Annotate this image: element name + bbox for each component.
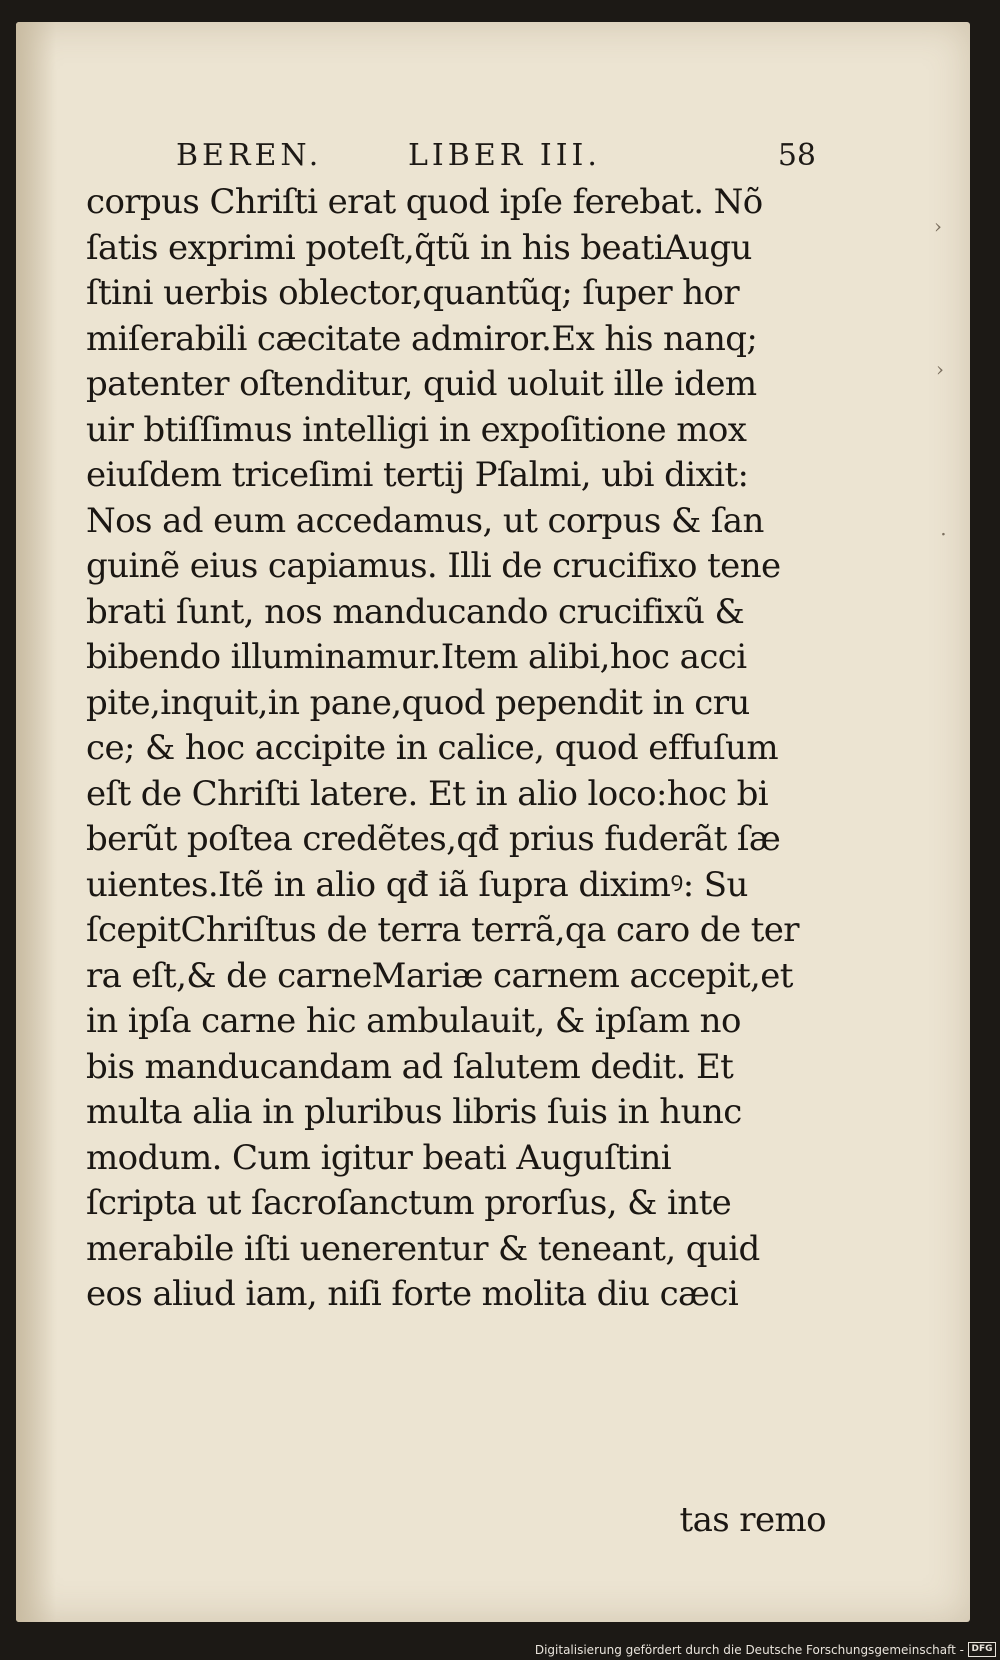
text-line: uir btiſſimus intelligi in expoſitione mox bbox=[86, 409, 747, 450]
page-number: 58 bbox=[777, 138, 816, 173]
text-line: ſcepitChriſtus de terra terrã,qa caro de ter bbox=[86, 910, 799, 950]
dfg-logo: DFG bbox=[968, 1642, 996, 1657]
body-text bbox=[86, 180, 826, 1540]
text-line: patenter oſtenditur, quid uoluit ille idem bbox=[86, 364, 757, 404]
catchword: tas remo bbox=[679, 1500, 826, 1540]
text-line: modum. Cum igitur beati Auguſtini bbox=[86, 1137, 672, 1178]
text-line: guinẽ eius capiamus. Illi de crucifixo tene bbox=[86, 546, 781, 586]
text-line: merabile iſti uenerentur & teneant, quid bbox=[86, 1228, 760, 1269]
book-page bbox=[16, 22, 970, 1622]
margin-mark: › bbox=[934, 214, 942, 238]
text-line: ſtini uerbis oblector,quantũq; ſuper hor bbox=[86, 273, 740, 313]
running-head-author: BEREN. bbox=[176, 138, 323, 173]
text-line: bibendo illuminamur.Item alibi,hoc acci bbox=[86, 637, 747, 677]
text-line: multa alia in pluribus libris ſuis in hunc bbox=[86, 1092, 742, 1132]
text-line: ſatis exprimi poteſt,q̃tũ in his beatiAugu bbox=[86, 227, 752, 268]
text-line: ce; & hoc accipite in calice, quod effuſum bbox=[86, 728, 779, 768]
text-line: eſt de Chriſti latere. Et in alio loco:hoc bi bbox=[86, 773, 769, 814]
text-line: brati ſunt, nos manducando crucifixũ & bbox=[86, 591, 745, 632]
text-line: pite,inquit,in pane,quod pependit in cru bbox=[86, 682, 750, 723]
funding-credit: Digitalisierung gefördert durch die Deutsche Forschungsgemeinschaft - bbox=[534, 1643, 964, 1657]
text-line: Nos ad eum accedamus, ut corpus & ſan bbox=[86, 500, 764, 541]
page-gutter-shadow bbox=[16, 22, 56, 1622]
text-line: ra eſt,& de carneMariæ carnem accepit,et bbox=[86, 955, 793, 996]
text-line: miſerabili cæcitate admiror.Ex his nanq; bbox=[86, 318, 758, 359]
margin-mark: ⋅ bbox=[940, 522, 947, 546]
margin-mark: › bbox=[936, 357, 944, 381]
text-line: in ipſa carne hic ambulauit, & ipſam no bbox=[86, 1001, 741, 1041]
text-line: ſcripta ut ſacroſanctum prorſus, & inte bbox=[86, 1183, 732, 1223]
text-line: uientes.Itẽ in alio qđ iã ſupra diximꝰ: Su bbox=[86, 864, 748, 905]
text-line: eiuſdem triceſimi tertij Pſalmi, ubi dixit: bbox=[86, 455, 749, 495]
text-line: corpus Chriſti erat quod ipſe ferebat. Nõ bbox=[86, 182, 763, 222]
running-head-book: LIBER III. bbox=[408, 138, 601, 173]
text-line: eos aliud iam, niſi forte molita diu cæci bbox=[86, 1274, 739, 1314]
footer-strip bbox=[0, 1638, 1000, 1660]
text-line: berũt poſtea credẽtes,qđ prius fuderãt ſæ bbox=[86, 819, 781, 859]
text-line: bis manducandam ad ſalutem dedit. Et bbox=[86, 1046, 734, 1087]
running-head bbox=[176, 138, 816, 178]
